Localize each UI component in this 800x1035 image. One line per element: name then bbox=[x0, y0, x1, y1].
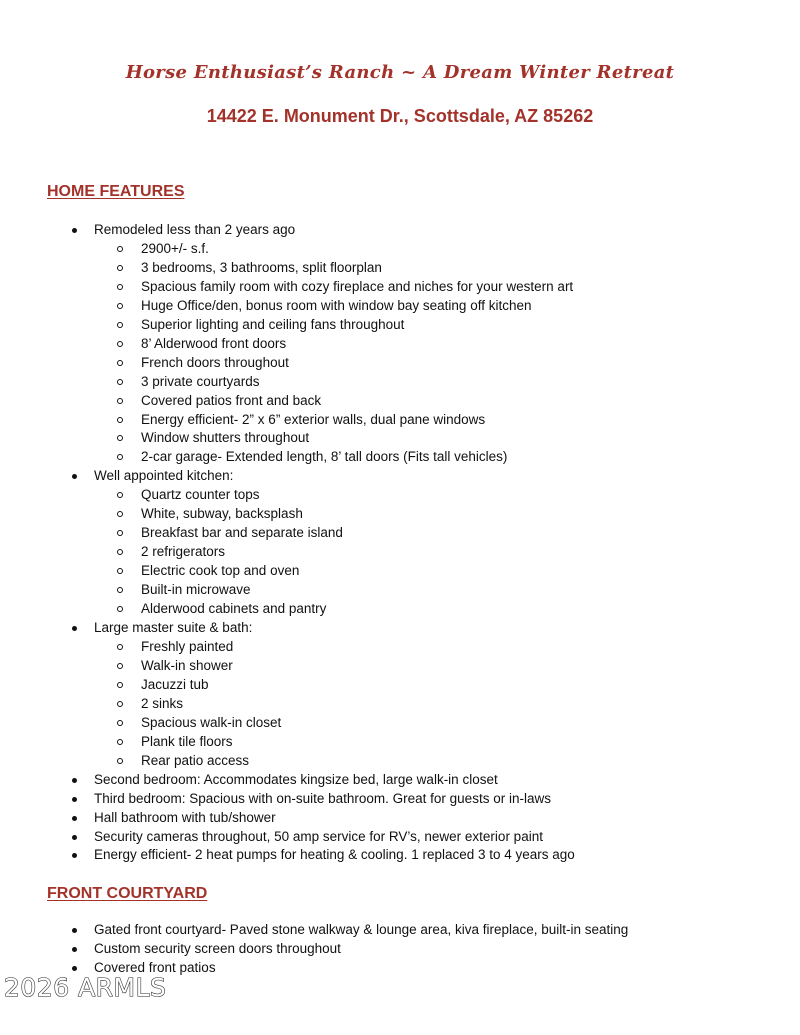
list-item: Custom security screen doors throughout bbox=[0, 940, 628, 959]
home-features-list bbox=[0, 221, 575, 865]
sub-list-item: Spacious family room with cozy fireplace and niches for your western art bbox=[0, 278, 575, 297]
sub-list-item: White, subway, backsplash bbox=[0, 505, 575, 524]
list-item: Third bedroom: Spacious with on-suite bathroom. Great for guests or in-laws bbox=[0, 790, 575, 809]
sub-list-item: Rear patio access bbox=[0, 752, 575, 771]
sub-list-item: Huge Office/den, bonus room with window bay seating off kitchen bbox=[0, 297, 575, 316]
sub-list-item: Window shutters throughout bbox=[0, 429, 575, 448]
sub-list-item: Walk-in shower bbox=[0, 657, 575, 676]
sub-list-item: Alderwood cabinets and pantry bbox=[0, 600, 575, 619]
home-features-heading: HOME FEATURES bbox=[47, 183, 185, 200]
list-item: Covered front patios bbox=[0, 959, 628, 978]
front-courtyard-heading: FRONT COURTYARD bbox=[47, 885, 208, 902]
sub-list-item: Superior lighting and ceiling fans throughout bbox=[0, 316, 575, 335]
sub-list-item: Quartz counter tops bbox=[0, 486, 575, 505]
sub-list-item: 8’ Alderwood front doors bbox=[0, 335, 575, 354]
list-item: Large master suite & bath: bbox=[0, 619, 575, 638]
sub-list-item: Spacious walk-in closet bbox=[0, 714, 575, 733]
list-item: Security cameras throughout, 50 amp service for RV’s, newer exterior paint bbox=[0, 828, 575, 847]
list-item: Hall bathroom with tub/shower bbox=[0, 809, 575, 828]
list-item: Remodeled less than 2 years ago bbox=[0, 221, 575, 240]
sub-list-item: Energy efficient- 2” x 6” exterior walls, dual pane windows bbox=[0, 411, 575, 430]
sub-list-item: 3 private courtyards bbox=[0, 373, 575, 392]
sub-list-item: Electric cook top and oven bbox=[0, 562, 575, 581]
list-item: Energy efficient- 2 heat pumps for heating & cooling. 1 replaced 3 to 4 years ago bbox=[0, 846, 575, 865]
sub-list-item: Built-in microwave bbox=[0, 581, 575, 600]
list-item: Well appointed kitchen: bbox=[0, 467, 575, 486]
property-address: 14422 E. Monument Dr., Scottsdale, AZ 85262 bbox=[206, 106, 594, 126]
sub-list-item: Plank tile floors bbox=[0, 733, 575, 752]
list-item: Gated front courtyard- Paved stone walkway & lounge area, kiva fireplace, built-in seating bbox=[0, 921, 628, 940]
sub-list-item: 2900+/- s.f. bbox=[0, 240, 575, 259]
front-courtyard-list bbox=[0, 921, 628, 978]
sub-list-item: 2 sinks bbox=[0, 695, 575, 714]
sub-list-item: Breakfast bar and separate island bbox=[0, 524, 575, 543]
list-item: Second bedroom: Accommodates kingsize bed, large walk-in closet bbox=[0, 771, 575, 790]
document-title: Horse Enthusiast’s Ranch ~ A Dream Winter Retreat bbox=[125, 62, 675, 83]
sub-list-item: 3 bedrooms, 3 bathrooms, split floorplan bbox=[0, 259, 575, 278]
armls-watermark: 2026 ARMLS bbox=[4, 973, 167, 1002]
sub-list-item: 2-car garage- Extended length, 8’ tall doors (Fits tall vehicles) bbox=[0, 448, 575, 467]
sub-list-item: French doors throughout bbox=[0, 354, 575, 373]
sub-list-item: Covered patios front and back bbox=[0, 392, 575, 411]
sub-list-item: Freshly painted bbox=[0, 638, 575, 657]
sub-list-item: 2 refrigerators bbox=[0, 543, 575, 562]
sub-list-item: Jacuzzi tub bbox=[0, 676, 575, 695]
